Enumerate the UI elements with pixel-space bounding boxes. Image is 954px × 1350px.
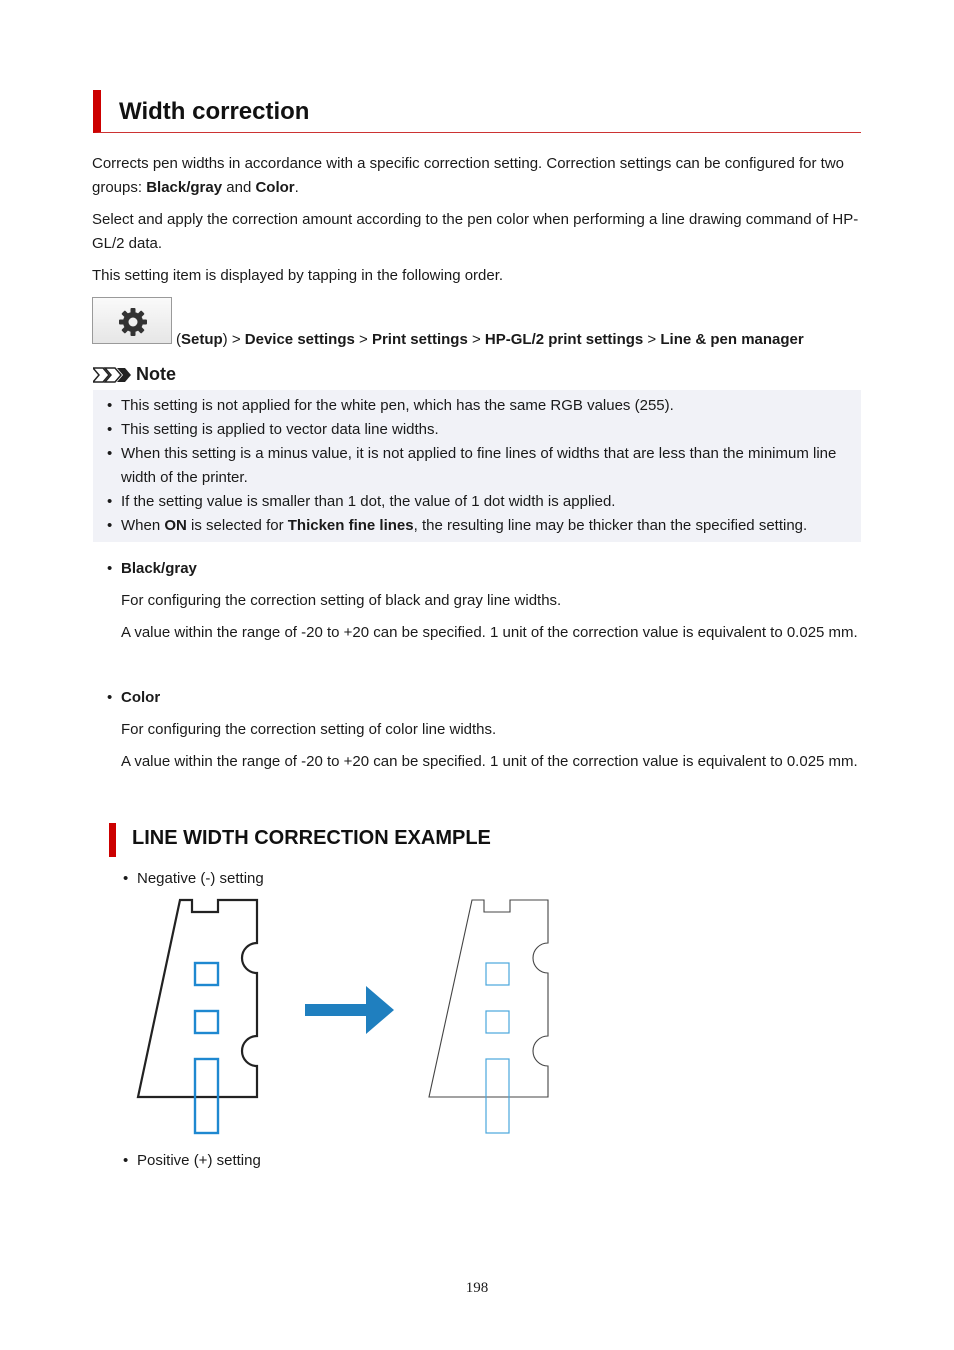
list-item: • This setting is applied to vector data line widths. <box>93 418 861 442</box>
on-term: ON <box>164 517 187 534</box>
shape-after <box>429 900 548 1133</box>
path-separator: > <box>471 331 481 348</box>
note-list <box>93 390 861 538</box>
path-line-pen-manager: Line & pen manager <box>660 331 804 348</box>
intro-text: and <box>222 179 256 196</box>
note-title: Note <box>136 364 176 384</box>
paren: ( <box>176 331 181 348</box>
list-item: • This setting is not applied for the white pen, which has the same RGB values (255). <box>93 394 861 418</box>
black-gray-description: For configuring the correction setting of black and gray line widths. <box>121 592 562 609</box>
page-number: 198 <box>465 1280 489 1296</box>
intro-text: . <box>294 179 299 196</box>
path-setup: Setup <box>181 331 223 348</box>
list-item: • When this setting is a minus value, it is not applied to fine lines of widths that are less than the minimum line width of the printer. <box>93 442 861 490</box>
list-item: • If the setting value is smaller than 1 dot, the value of 1 dot width is applied. <box>93 490 861 514</box>
page-title: Width correction <box>119 98 310 125</box>
color-item <box>107 686 862 774</box>
black-gray-range: A value within the range of -20 to +20 can be specified. 1 unit of the correction value is equivalent to 0.025 mm. <box>121 624 858 641</box>
bullet: • <box>123 1152 129 1169</box>
path-hpgl2-print-settings: HP-GL/2 print settings <box>484 331 644 348</box>
positive-setting-label: Positive (+) setting <box>137 1152 261 1169</box>
setup-button-image <box>92 297 172 344</box>
note-box <box>93 390 861 542</box>
width-correction-diagram <box>130 893 560 1138</box>
intro-paragraph-2: Select and apply the correction amount according to the pen color when performing a line drawing command of HP-GL/2 data. <box>92 211 859 252</box>
path-separator: > <box>647 331 657 348</box>
example-heading <box>109 823 491 857</box>
intro-text: Corrects pen widths in accordance with a specific correction setting. Correction settings can be configured for two groups: <box>92 155 845 196</box>
negative-setting-item <box>123 867 264 891</box>
note-arrows-icon <box>93 364 133 386</box>
note-text: , the resulting line may be thicker than the specified setting. <box>413 517 808 534</box>
black-gray-label: Black/gray <box>121 560 197 577</box>
bullet: • <box>123 870 129 887</box>
color-range: A value within the range of -20 to +20 can be specified. 1 unit of the correction value is equivalent to 0.025 mm. <box>121 753 858 770</box>
path-separator: > <box>231 331 241 348</box>
black-gray-term: Black/gray <box>146 179 223 196</box>
note-text: is selected for <box>186 517 288 534</box>
paren: ) <box>222 331 228 348</box>
color-label: Color <box>121 689 161 706</box>
bullet: • <box>107 689 113 706</box>
color-description: For configuring the correction setting of color line widths. <box>121 721 497 738</box>
example-title: LINE WIDTH CORRECTION EXAMPLE <box>132 827 491 849</box>
negative-setting-label: Negative (-) setting <box>137 870 264 887</box>
arrow-icon <box>305 986 394 1034</box>
positive-setting-item <box>123 1149 261 1173</box>
black-gray-item <box>107 557 862 645</box>
color-term: Color <box>255 179 295 196</box>
intro-paragraph-3: This setting item is displayed by tapping in the following order. <box>92 267 504 284</box>
menu-path <box>176 328 804 352</box>
section-heading <box>93 90 861 133</box>
thicken-fine-lines-term: Thicken fine lines <box>287 517 414 534</box>
shape-before <box>138 900 257 1133</box>
note-text: When <box>121 517 165 534</box>
gear-icon <box>118 307 148 337</box>
path-device-settings: Device settings <box>244 331 355 348</box>
path-separator: > <box>359 331 368 348</box>
intro-paragraph-1 <box>92 152 862 200</box>
bullet: • <box>107 560 113 577</box>
list-item <box>93 514 861 538</box>
path-print-settings: Print settings <box>371 331 468 348</box>
